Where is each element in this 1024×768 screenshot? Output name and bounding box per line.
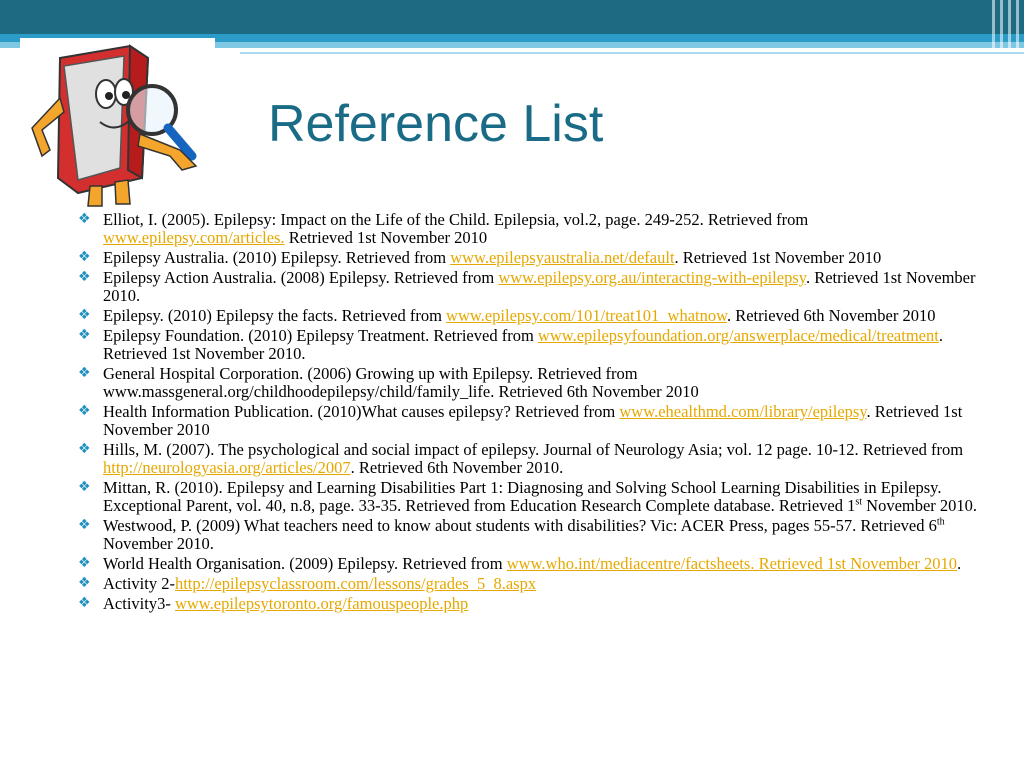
reference-link[interactable]: http://epilepsyclassroom.com/lessons/grades_5_8.aspx xyxy=(174,574,537,593)
reference-text: General Hospital Corporation. (2006) Growing up with Epilepsy. Retrieved from www.massgeneral.org/childhoodepilepsy/child/family_life. Retrieved 6th November 2010 xyxy=(103,364,699,401)
reference-link[interactable]: www.ehealthmd.com/library/epilepsy xyxy=(619,402,867,421)
book-mascot-magnifier-image xyxy=(20,38,215,208)
reference-text: Elliot, I. (2005). Epilepsy: Impact on the Life of the Child. Epilepsia, vol.2, page. 249-252. Retrieved from xyxy=(103,210,809,229)
page-title: Reference List xyxy=(268,95,604,153)
header-band-thin xyxy=(240,52,1024,54)
reference-text: Retrieved 1st November 2010 xyxy=(284,228,488,247)
reference-text: Epilepsy Action Australia. (2008) Epilepsy. Retrieved from xyxy=(103,268,499,287)
diamond-bullet-icon: ❖ xyxy=(78,555,91,571)
header-vertical-stripes xyxy=(986,0,1024,48)
reference-item xyxy=(78,327,978,363)
reference-text: November 2010. xyxy=(103,534,214,553)
reference-text: Westwood, P. (2009) What teachers need to know about students with disabilities? Vic: ACER Press, pages 55-57. Retrieved 6 xyxy=(103,516,937,535)
reference-list xyxy=(78,211,978,615)
reference-text: Activity 2- xyxy=(103,574,175,593)
reference-item xyxy=(78,307,978,325)
reference-text: . Retrieved 1st November 2010. xyxy=(103,268,976,305)
reference-text: . Retrieved 6th November 2010. xyxy=(350,458,564,477)
ordinal-suffix: th xyxy=(936,516,945,528)
reference-text: . Retrieved 1st November 2010 xyxy=(674,248,882,267)
reference-item xyxy=(78,479,978,515)
diamond-bullet-icon: ❖ xyxy=(78,365,91,381)
reference-text: Health Information Publication. (2010)What causes epilepsy? Retrieved from xyxy=(103,402,620,421)
reference-text: Epilepsy Foundation. (2010) Epilepsy Treatment. Retrieved from xyxy=(103,326,538,345)
diamond-bullet-icon: ❖ xyxy=(78,479,91,495)
reference-text: Mittan, R. (2010). Epilepsy and Learning Disabilities Part 1: Diagnosing and Solving School Learning Disabilities in Epilepsy. Exceptional Parent, vol. 40, n.8, page. 33-35. Retrieved from Education Research Complete database. Retrieved 1 xyxy=(103,478,942,515)
reference-item xyxy=(78,269,978,305)
diamond-bullet-icon: ❖ xyxy=(78,403,91,419)
reference-link[interactable]: www.who.int/mediacentre/factsheets. Retrieved 1st November 2010 xyxy=(506,554,958,573)
diamond-bullet-icon: ❖ xyxy=(78,269,91,285)
reference-item xyxy=(78,441,978,477)
reference-text: . Retrieved 6th November 2010 xyxy=(726,306,936,325)
reference-text: . Retrieved 1st November 2010 xyxy=(103,402,963,439)
reference-link[interactable]: www.epilepsy.com/articles. xyxy=(103,228,285,247)
reference-text: Epilepsy. (2010) Epilepsy the facts. Retrieved from xyxy=(103,306,447,325)
reference-item xyxy=(78,555,978,573)
diamond-bullet-icon: ❖ xyxy=(78,327,91,343)
reference-link[interactable]: www.epilepsytoronto.org/famouspeople.php xyxy=(174,594,469,613)
reference-text: . Retrieved 1st November 2010. xyxy=(103,326,943,363)
diamond-bullet-icon: ❖ xyxy=(78,307,91,323)
reference-link[interactable]: www.epilepsyaustralia.net/default xyxy=(450,248,675,267)
diamond-bullet-icon: ❖ xyxy=(78,517,91,533)
reference-item xyxy=(78,211,978,247)
reference-item xyxy=(78,249,978,267)
diamond-bullet-icon: ❖ xyxy=(78,249,91,265)
reference-item xyxy=(78,403,978,439)
reference-text: Epilepsy Australia. (2010) Epilepsy. Retrieved from xyxy=(103,248,451,267)
ordinal-suffix: st xyxy=(855,496,863,508)
reference-item xyxy=(78,365,978,401)
reference-text: Activity3- xyxy=(103,594,175,613)
reference-item xyxy=(78,575,978,593)
header-band-dark xyxy=(0,0,1024,34)
diamond-bullet-icon: ❖ xyxy=(78,595,91,611)
reference-text: Hills, M. (2007). The psychological and social impact of epilepsy. Journal of Neurology Asia; vol. 12 page. 10-12. Retrieved from xyxy=(103,440,964,459)
reference-link[interactable]: www.epilepsy.com/101/treat101_whatnow xyxy=(446,306,727,325)
diamond-bullet-icon: ❖ xyxy=(78,211,91,227)
reference-link[interactable]: http://neurologyasia.org/articles/2007 xyxy=(103,458,351,477)
reference-text: World Health Organisation. (2009) Epilepsy. Retrieved from xyxy=(103,554,507,573)
diamond-bullet-icon: ❖ xyxy=(78,575,91,591)
diamond-bullet-icon: ❖ xyxy=(78,441,91,457)
reference-item xyxy=(78,595,978,613)
reference-link[interactable]: www.epilepsy.org.au/interacting-with-epilepsy xyxy=(498,268,806,287)
reference-item xyxy=(78,517,978,553)
reference-text: . xyxy=(957,554,962,573)
reference-link[interactable]: www.epilepsyfoundation.org/answerplace/medical/treatment xyxy=(537,326,939,345)
reference-text: November 2010. xyxy=(862,496,978,515)
